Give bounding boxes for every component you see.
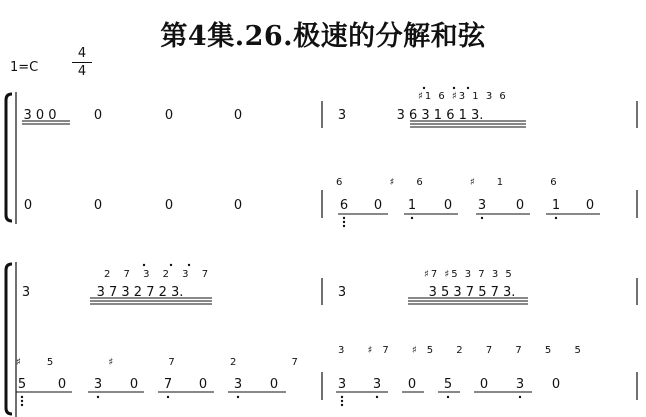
note-s1-lower-bar2-6: 1 (551, 198, 561, 213)
note-s2-lower-bar1-7: 0 (269, 377, 279, 392)
note-s1-lower-bar2-0: 6 (339, 198, 349, 213)
note-s2-lower-bar2-1: 3 (372, 377, 382, 392)
note-s2-lower-bar1-2: 3 (93, 377, 103, 392)
note-s1-upper-bar1-1: 0 (93, 108, 103, 123)
note-s2-lower-bar2-6: 0 (551, 377, 561, 392)
note-s2-lower-bar1-5: 0 (198, 377, 208, 392)
note-s1-lower-bar2-3: 0 (443, 198, 453, 213)
note-s2-lower-bar2-3: 5 (443, 377, 453, 392)
note-s2-lower-bar1-6: 3 (233, 377, 243, 392)
note-s2-lower-bar1-0: 5 (17, 377, 27, 392)
note-s2-upper-bar1-1: 3 7 3 2 7 2 3. (96, 285, 184, 300)
key-signature: 1=C (10, 60, 39, 75)
note-s1-lower-bar2-4: 3 (477, 198, 487, 213)
note-s2-lower-bar2-4: 0 (479, 377, 489, 392)
note-s1-lower-bar2-1: 0 (373, 198, 383, 213)
note-s1-lower-bar2-5: 0 (515, 198, 525, 213)
note-s1-lower-bar2-2: 1 (407, 198, 417, 213)
time-signature-bottom: 4 (77, 64, 87, 79)
note-s1-lower-bar1-1: 0 (93, 198, 103, 213)
note-s2-lower-bar2-0: 3 (337, 377, 347, 392)
note-s2-lower-bar1-4: 7 (163, 377, 173, 392)
time-signature-top: 4 (77, 46, 87, 61)
system-2-brace (6, 262, 16, 417)
annotation-s2-upper-bar2: ♯7 ♯5 3 7 3 5 (424, 269, 514, 280)
note-s2-upper-bar2-0: 3 (337, 285, 347, 300)
note-s2-upper-bar1-0: 3 (21, 285, 31, 300)
note-s1-upper-bar1-0: 3 0 0 (23, 108, 57, 123)
note-s2-upper-bar2-1: 3 5 3 7 5 7 3. (428, 285, 516, 300)
note-s1-upper-bar2-1: 3 6 3 1 6 1 3. (396, 108, 484, 123)
note-s2-lower-bar1-1: 0 (57, 377, 67, 392)
page-title: 第4集.26.极速的分解和弦 (160, 21, 486, 52)
annotation-s1-upper-bar2: ♯1 6 ♯3 1 3 6 (418, 91, 508, 102)
note-s2-lower-bar1-3: 0 (129, 377, 139, 392)
note-s1-lower-bar1-2: 0 (164, 198, 174, 213)
annotation-s2-upper-bar1: 2 7 3 2 3 7 (104, 269, 214, 280)
annotation-s2-lower-bar2: 3 ♯7 ♯5 2 7 7 5 5 (338, 345, 591, 356)
note-s2-lower-bar2-2: 0 (407, 377, 417, 392)
annotation-s1-lower-bar2: 6 ♯6 ♯1 6 (336, 177, 579, 188)
note-s1-upper-bar1-2: 0 (164, 108, 174, 123)
annotation-s2-lower-bar1: ♯5 ♯ 7 2 7 (16, 357, 324, 368)
note-s1-lower-bar1-0: 0 (23, 198, 33, 213)
note-s1-lower-bar2-7: 0 (585, 198, 595, 213)
system-1-brace (6, 92, 16, 224)
note-s1-upper-bar1-3: 0 (233, 108, 243, 123)
note-s1-lower-bar1-3: 0 (233, 198, 243, 213)
note-s1-upper-bar2-0: 3 (337, 108, 347, 123)
note-s2-lower-bar2-5: 3 (515, 377, 525, 392)
